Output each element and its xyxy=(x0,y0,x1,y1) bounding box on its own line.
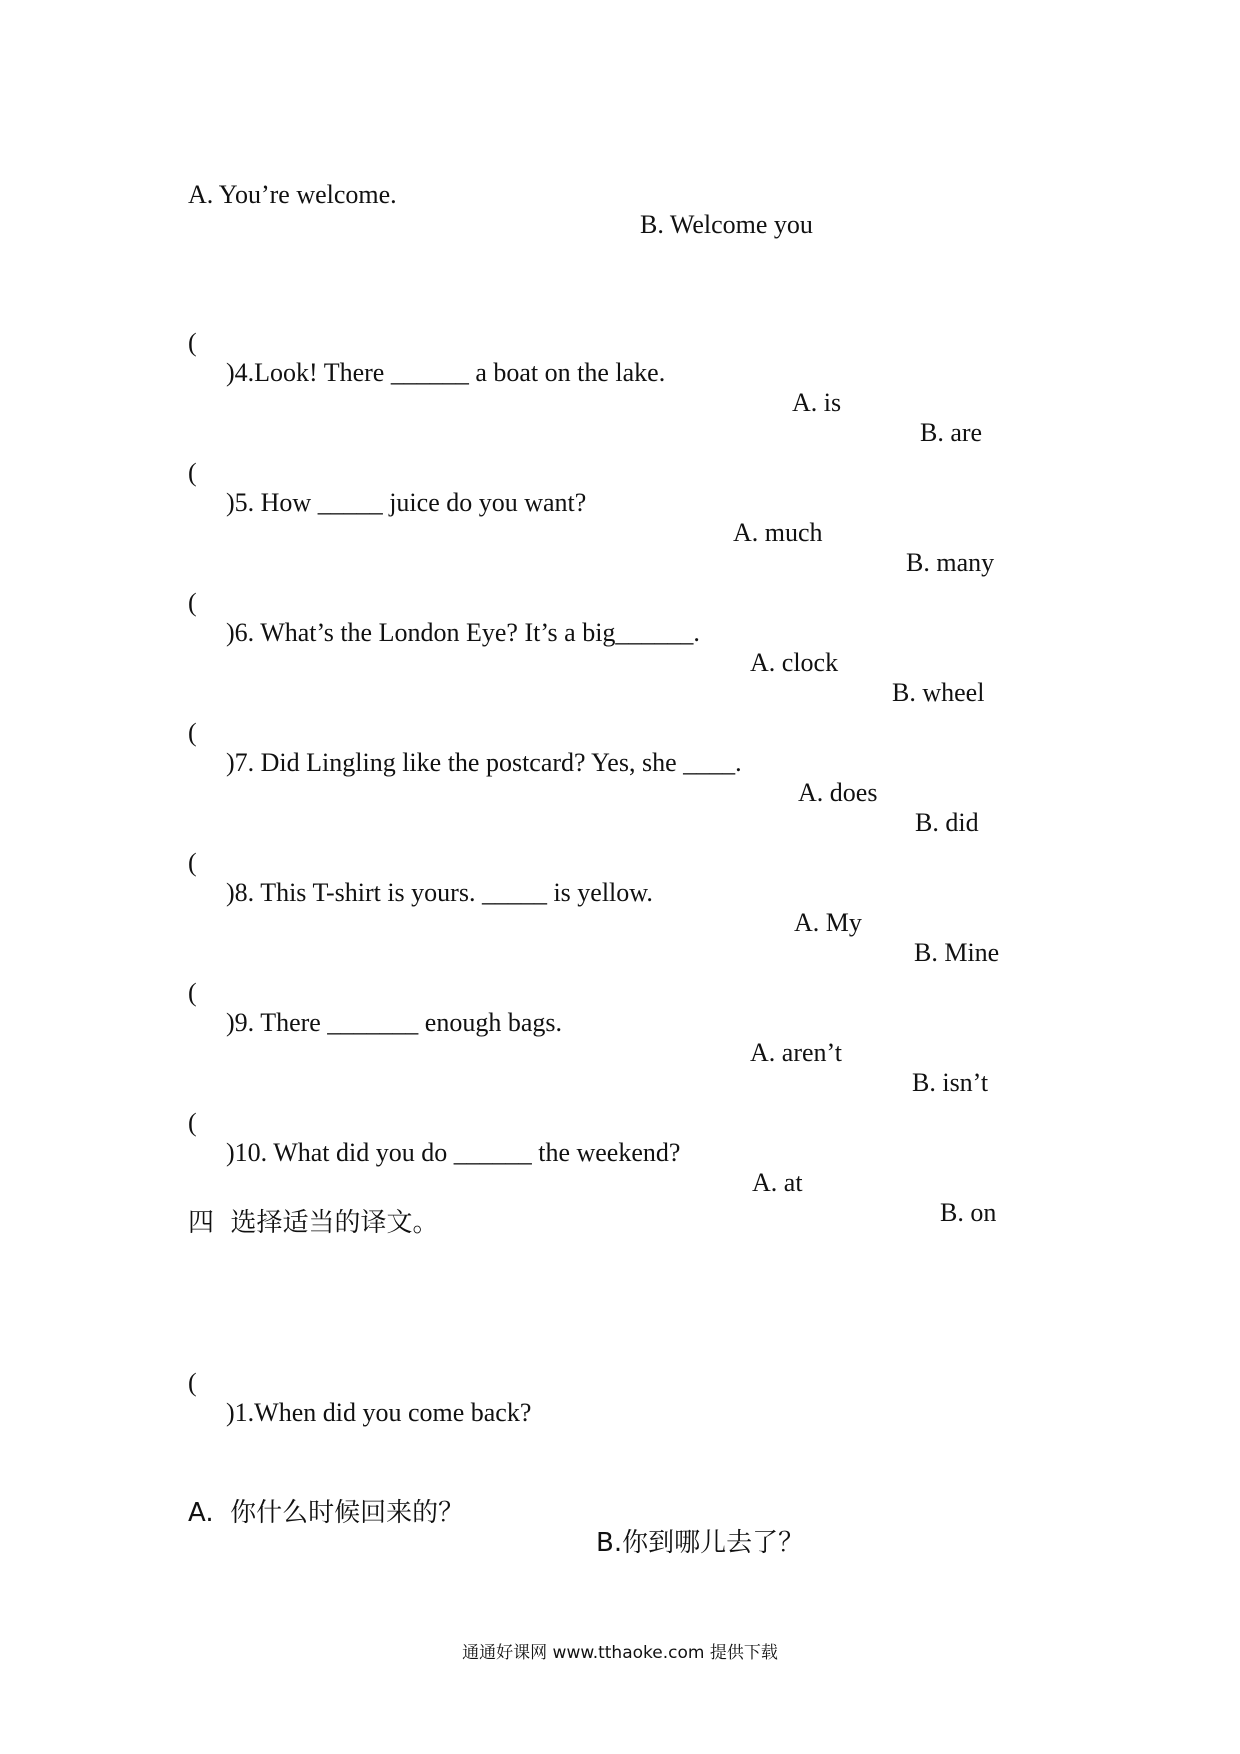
option-a: A. does xyxy=(798,778,878,807)
option-a: A. is xyxy=(792,388,842,417)
section-heading: 四 选择适当的译文。 xyxy=(188,1208,439,1238)
question-text: )6. What’s the London Eye? It’s a big______. xyxy=(226,618,700,647)
q3-options-row xyxy=(0,150,813,240)
question-text: )7. Did Lingling like the postcard? Yes, she ____. xyxy=(226,748,742,777)
question-text: )9. There _______ enough bags. xyxy=(226,1008,563,1037)
answer-paren: ( xyxy=(188,1108,197,1137)
option-b: B. on xyxy=(940,1198,997,1227)
question-row xyxy=(0,298,983,448)
option-a: A. You’re welcome. xyxy=(188,180,397,209)
option-a: A. clock xyxy=(750,648,839,677)
page-footer: 通通好课网 www.tthaoke.com 提供下载 xyxy=(462,1643,778,1663)
answer-paren: ( xyxy=(188,458,197,487)
question-row xyxy=(0,1338,532,1428)
answer-paren: ( xyxy=(188,328,197,357)
option-a: A. 你什么时候回来的？ xyxy=(188,1498,465,1528)
option-b: B. wheel xyxy=(892,678,985,707)
question-text: )1.When did you come back? xyxy=(226,1398,532,1427)
option-b: B.你到哪儿去了？ xyxy=(596,1528,805,1558)
answer-paren: ( xyxy=(188,1368,197,1397)
answer-paren: ( xyxy=(188,848,197,877)
option-a: A. much xyxy=(733,518,823,547)
option-a: A. My xyxy=(794,908,862,937)
question-text: )5. How _____ juice do you want? xyxy=(226,488,587,517)
answer-paren: ( xyxy=(188,978,197,1007)
option-b: B. Welcome you xyxy=(640,210,813,239)
question-text: )4.Look! There ______ a boat on the lake. xyxy=(226,358,666,387)
answer-paren: ( xyxy=(188,588,197,617)
option-a: A. at xyxy=(752,1168,803,1197)
option-b: B. did xyxy=(915,808,979,837)
translation-options-row xyxy=(0,1468,805,1558)
option-b: B. isn’t xyxy=(912,1068,989,1097)
option-b: B. many xyxy=(906,548,995,577)
option-b: B. Mine xyxy=(914,938,1000,967)
question-text: )8. This T-shirt is yours. _____ is yellow. xyxy=(226,878,653,907)
answer-paren: ( xyxy=(188,718,197,747)
question-text: )10. What did you do ______ the weekend? xyxy=(226,1138,681,1167)
option-b: B. are xyxy=(920,418,983,447)
option-a: A. aren’t xyxy=(750,1038,842,1067)
